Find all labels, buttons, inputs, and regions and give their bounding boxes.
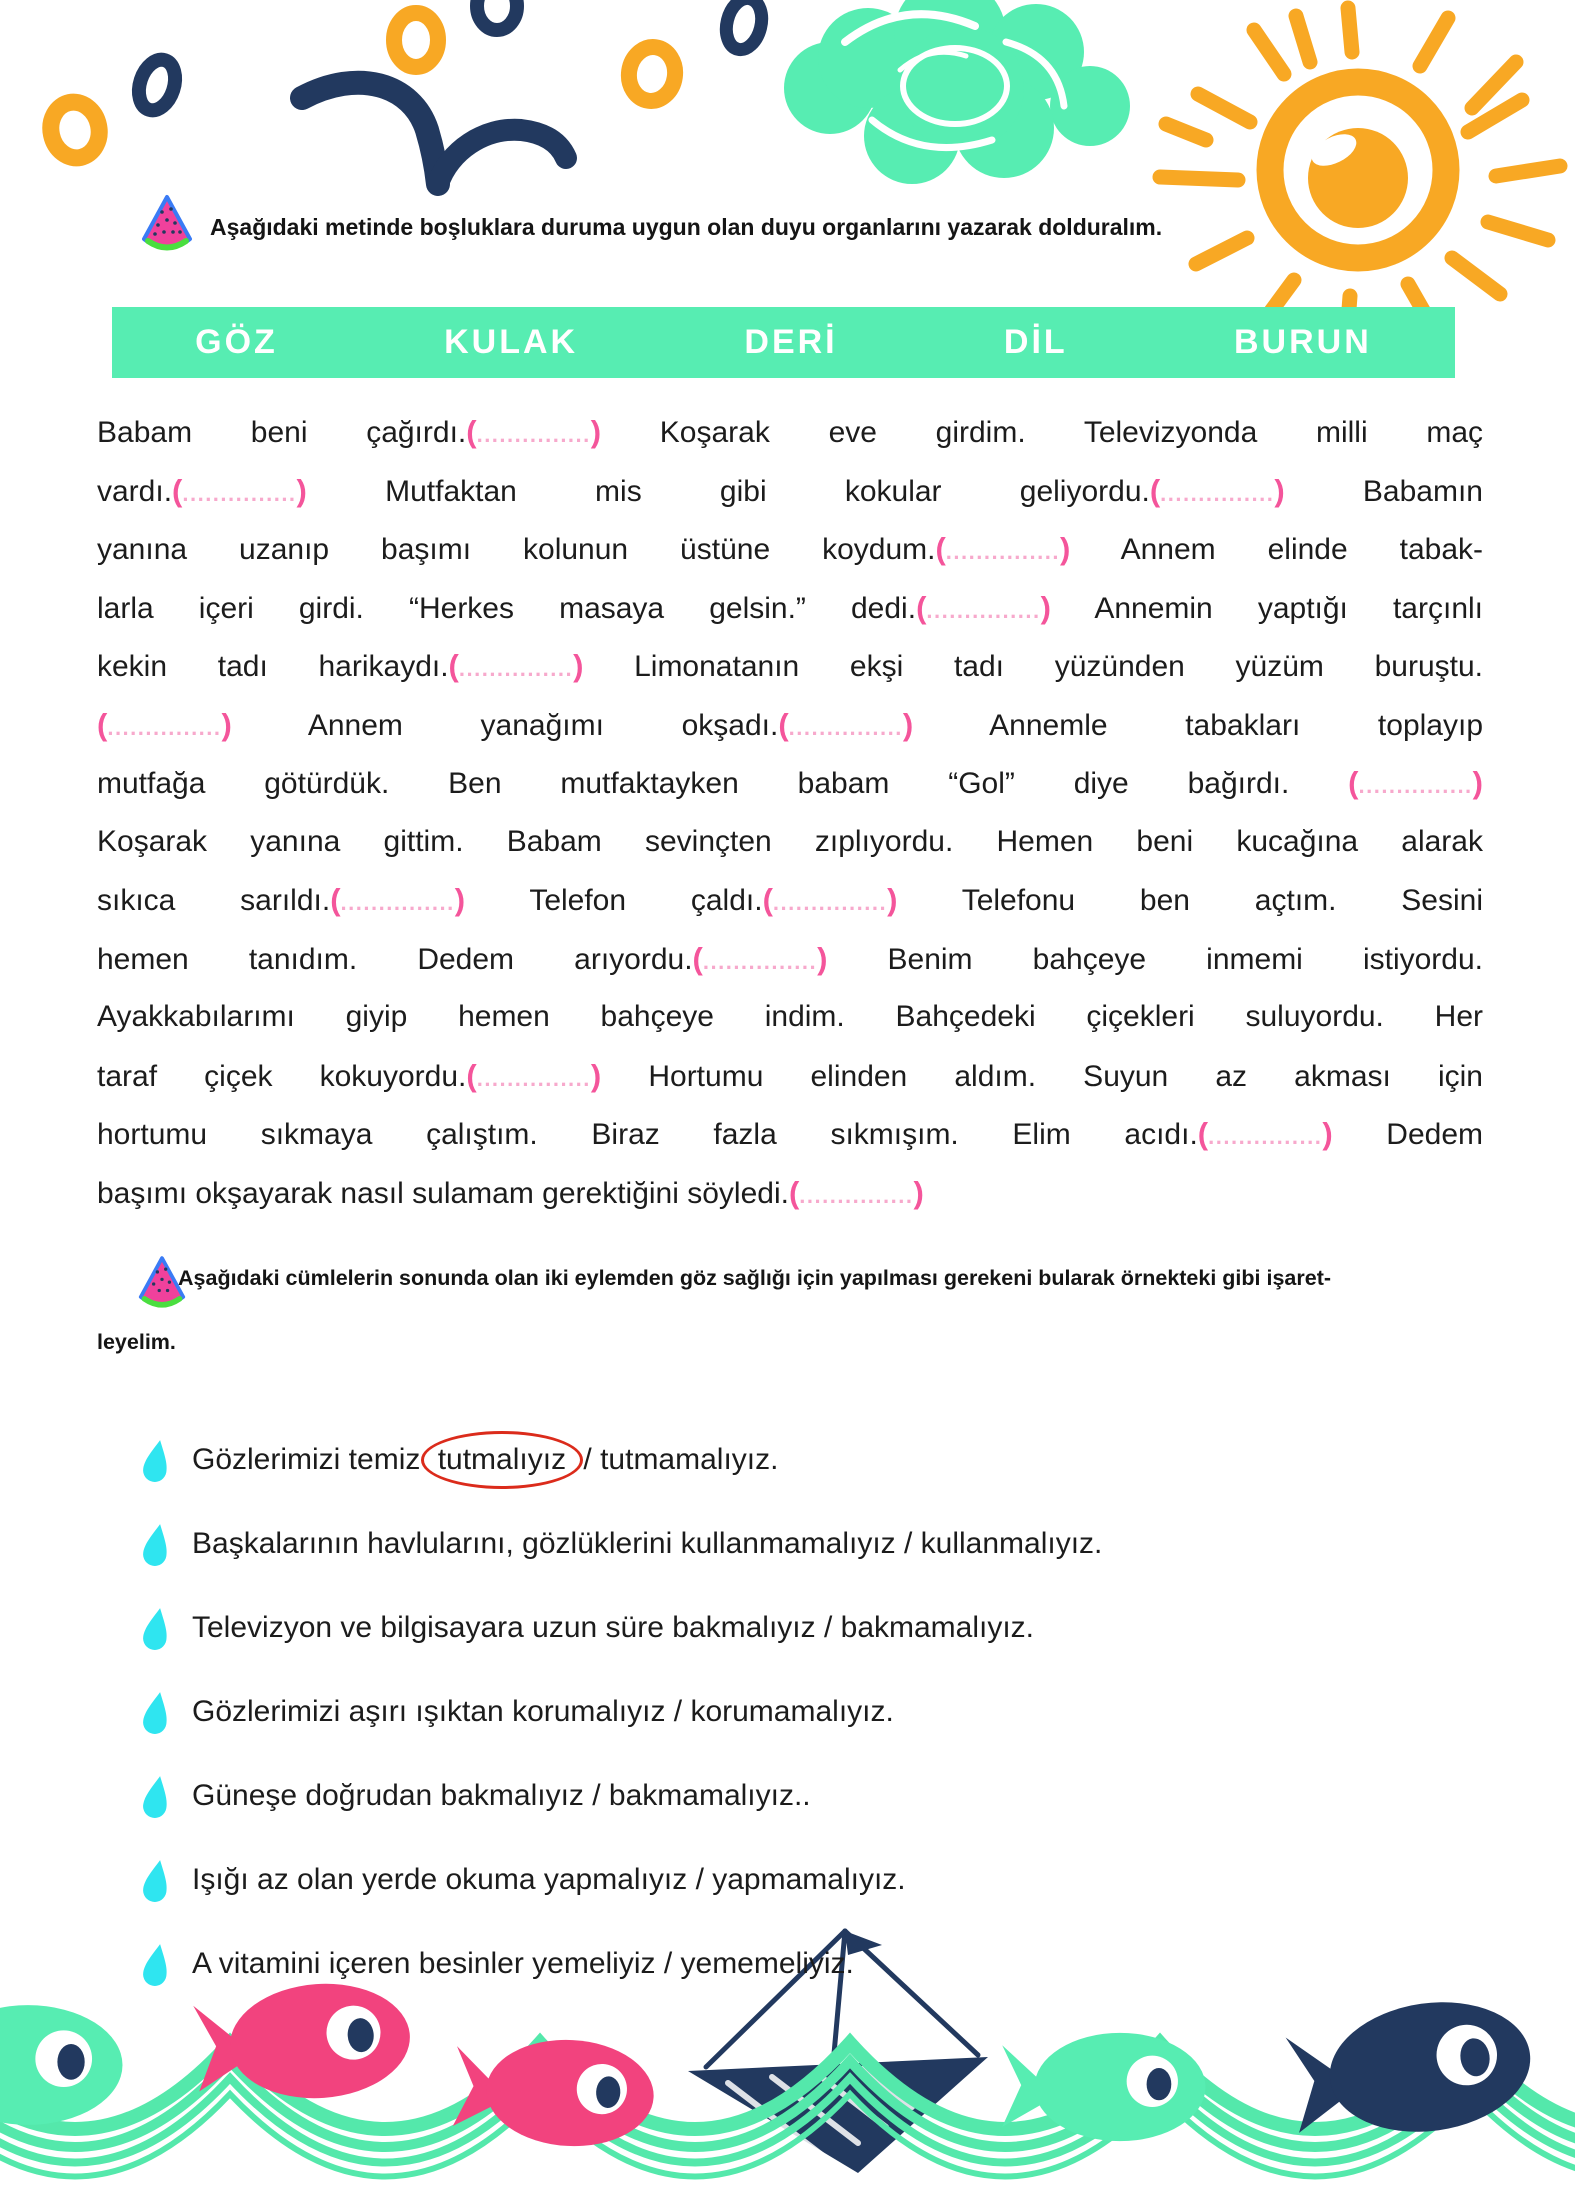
blank-field[interactable]: (...............) [172, 472, 307, 508]
bird-doodle [302, 83, 566, 184]
checklist-text: Televizyon ve bilgisayara uzun süre bakmalıyız / bakmamalıyız. [192, 1611, 1035, 1644]
checklist-item[interactable] [143, 1586, 1483, 1670]
passage-line: kekin tadı harikaydı.(...............) Limonatanın ekşi tadı yüzünden yüzüm buruştu. [97, 648, 1483, 683]
passage-line: sıkıca sarıldı.(...............) Telefon çaldı.(...............) Telefonu ben açtım. Sesini [97, 882, 1483, 917]
drop-bullet-icon [139, 1435, 174, 1486]
blank-field[interactable]: (...............) [692, 940, 828, 976]
blank-field[interactable]: (...............) [466, 1057, 602, 1093]
checklist-item[interactable] [143, 1502, 1483, 1586]
passage-line: yanına uzanıp başımı kolunun üstüne koydum.(...............) Annem elinde tabak- [97, 531, 1484, 566]
blank-field[interactable]: (...............) [1348, 765, 1483, 800]
bank-word-dil: DİL [1003, 323, 1068, 361]
passage-line: larla içeri girdi. “Herkes masaya gelsin.” dedi.(...............) Annemin yaptığı tarçınlı [97, 589, 1483, 625]
instruction-2-line2: leyelim. [97, 1330, 176, 1354]
blank-field[interactable]: (...............) [1149, 472, 1285, 508]
passage [97, 403, 1483, 1222]
mint-fish-icon [0, 2005, 122, 2125]
checklist-text: Başkalarının havlularını, gözlüklerini kullanmamalıyız / kullanmalıyız. [192, 1527, 1103, 1560]
blank-field[interactable]: (...............) [466, 414, 602, 449]
passage-line: vardı.(...............) Mutfaktan mis gibi kokular geliyordu.(...............) Babamın [97, 472, 1483, 508]
sun-doodle [1160, 8, 1560, 336]
bank-word-deri: DERİ [744, 323, 838, 361]
drop-bullet-icon [139, 1687, 174, 1738]
checklist-item[interactable] [143, 1838, 1483, 1922]
word-bank-banner [112, 307, 1455, 378]
passage-line: Babam beni çağırdı.(...............) Koşarak eve girdim. Televizyonda milli maç [97, 414, 1483, 449]
drop-bullet-icon [139, 1771, 174, 1822]
blank-field[interactable]: (...............) [97, 706, 232, 742]
checklist-item[interactable] [143, 1418, 1483, 1502]
circled-option[interactable]: tutmalıyız [421, 1431, 583, 1489]
blank-field[interactable]: (...............) [330, 882, 466, 917]
watermelon-icon [140, 194, 194, 256]
blank-field[interactable]: (...............) [778, 706, 914, 742]
passage-line: hemen tanıdım. Dedem arıyordu.(...............) Benim bahçeye inmemi istiyordu. [97, 940, 1484, 976]
passage-line: hortumu sıkmaya çalıştım. Biraz fazla sıkmışım. Elim acıdı.(...............) Dedem [97, 1116, 1484, 1151]
instruction-2-line1: Aşağıdaki cümlelerin sonunda olan iki eylemden göz sağlığı için yapılması gerekeni bularak örnekteki gibi işaret- [178, 1266, 1332, 1290]
drop-bullet-icon [139, 1603, 174, 1654]
passage-line: mutfağa götürdük. Ben mutfaktayken babam “Gol” diye bağırdı. (...............) [97, 765, 1483, 800]
bank-word-goz: GÖZ [195, 323, 278, 361]
bank-word-kulak: KULAK [444, 323, 579, 361]
blank-field[interactable]: (...............) [448, 648, 584, 683]
drop-bullet-icon [139, 1519, 174, 1570]
drop-bullet-icon [139, 1855, 174, 1906]
bank-word-burun: BURUN [1234, 323, 1372, 361]
checklist-text: Işığı az olan yerde okuma yapmalıyız / yapmamalıyız. [192, 1863, 906, 1896]
instruction-1: Aşağıdaki metinde boşluklara duruma uygun olan duyu organlarını yazarak dolduralım. [210, 214, 1163, 240]
cloud-scribble [784, 0, 1130, 184]
passage-line: Koşarak yanına gittim. Babam sevinçten zıplıyordu. Hemen beni kucağına alarak [97, 824, 1483, 858]
checklist-item[interactable] [143, 1922, 1483, 2006]
checklist-text: Gözlerimizi temiz tutmalıyız / tutmamalıyız. [192, 1442, 778, 1478]
blank-field[interactable]: (...............) [762, 882, 898, 917]
blank-field[interactable]: (...............) [788, 1174, 924, 1210]
blank-field[interactable]: (...............) [916, 589, 1051, 625]
passage-line: Ayakkabılarımı giyip hemen bahçeye indim. Bahçedeki çiçekleri suluyordu. Her [97, 1000, 1483, 1033]
checklist-text: Güneşe doğrudan bakmalıyız / bakmamalıyız.. [192, 1779, 811, 1812]
checklist-item[interactable] [143, 1670, 1483, 1754]
top-decorations [0, 0, 1575, 340]
checklist-item[interactable] [143, 1754, 1483, 1838]
checklist [143, 1418, 1483, 2006]
passage-line: (...............) Annem yanağımı okşadı.(...............) Annemle tabakları toplayıp [97, 706, 1484, 742]
passage-line: taraf çiçek kokuyordu.(...............) Hortumu elinden aldım. Suyun az akması için [97, 1057, 1483, 1093]
checklist-text: Gözlerimizi aşırı ışıktan korumalıyız / korumamalıyız. [192, 1695, 894, 1728]
passage-line: başımı okşayarak nasıl sulamam gerektiğini söyledi.(...............) [97, 1174, 924, 1210]
checklist-text: A vitamini içeren besinler yemeliyiz / yememeliyiz. [192, 1947, 854, 1980]
blank-field[interactable]: (...............) [1197, 1116, 1333, 1151]
blank-field[interactable]: (...............) [935, 531, 1071, 566]
drop-bullet-icon [139, 1939, 174, 1990]
